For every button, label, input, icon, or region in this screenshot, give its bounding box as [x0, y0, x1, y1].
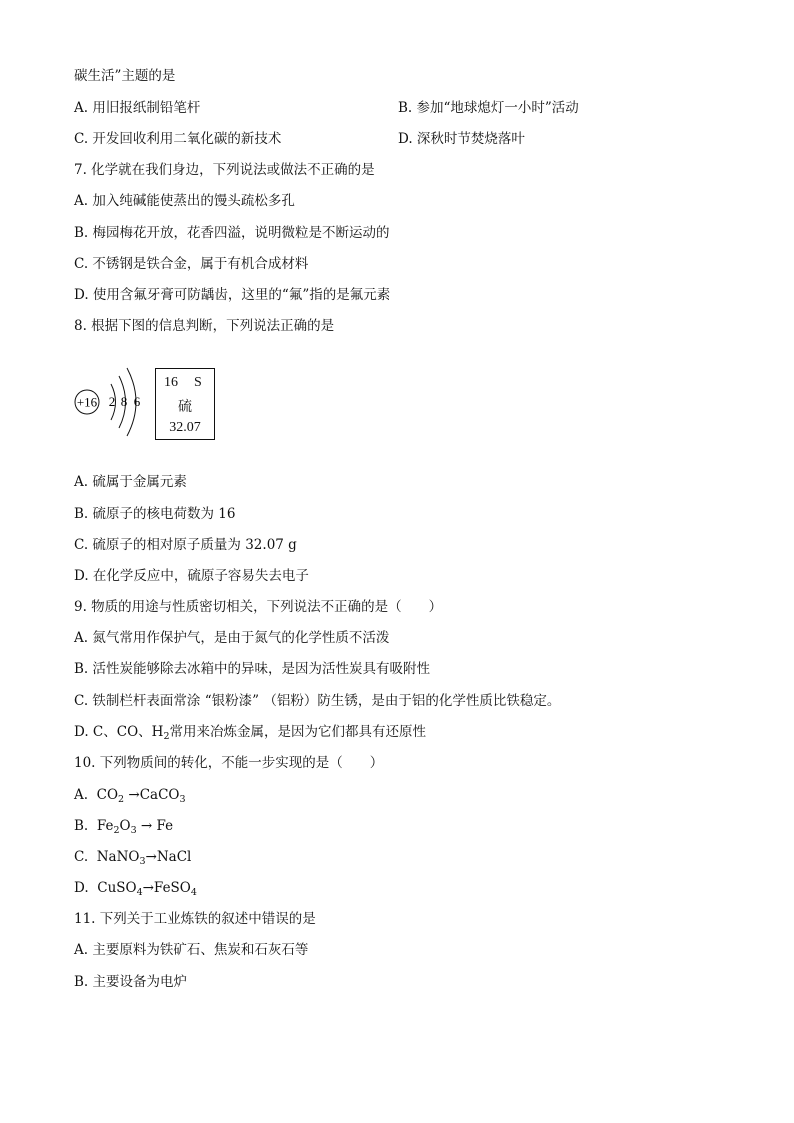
q8-option-d: D. 在化学反应中，硫原子容易失去电子 [74, 568, 309, 584]
q11-option-b: B. 主要设备为电炉 [74, 974, 188, 990]
formula-part: NaNO [96, 849, 140, 865]
shell-electrons-3: 6 [133, 394, 141, 409]
option-label: D. [74, 880, 89, 896]
shell-electrons-1: 2 [108, 394, 116, 409]
nucleus-charge: +16 [76, 394, 98, 410]
q8-option-c: C. 硫原子的相对原子质量为 32.07 g [74, 537, 297, 553]
q9-option-a: A. 氮气常用作保护气，是由于氮气的化学性质不活泼 [74, 630, 390, 646]
q10-option-c [74, 848, 191, 871]
q7-option-d: D. 使用含氟牙膏可防龋齿，这里的“氟”指的是氟元素 [74, 287, 391, 303]
q6-option-d: D. 深秋时节焚烧落叶 [398, 131, 525, 147]
q8-option-b: B. 硫原子的核电荷数为 16 [74, 506, 236, 522]
q10-option-d [74, 879, 197, 902]
q10-option-b [74, 817, 173, 840]
formula-sub: 3 [130, 825, 137, 836]
q11-option-a: A. 主要原料为铁矿石、焦炭和石灰石等 [74, 942, 309, 958]
formula-sub: 4 [136, 887, 143, 898]
formula-sub: 3 [139, 856, 146, 867]
q9-option-d [74, 723, 426, 746]
periodic-table-tile-sulfur [155, 368, 215, 440]
q7-option-b: B. 梅园梅花开放，花香四溢，说明微粒是不断运动的 [74, 225, 390, 241]
formula-part: →NaCl [145, 849, 192, 865]
formula-sub: 2 [113, 825, 120, 836]
q7-option-c: C. 不锈钢是铁合金，属于有机合成材料 [74, 256, 309, 272]
q6-stem-tail: 碳生活”主题的是 [74, 68, 176, 84]
q7-option-a: A. 加入纯碱能使蒸出的馒头疏松多孔 [74, 193, 295, 209]
formula-sub: 4 [190, 887, 197, 898]
formula-part: O [119, 818, 131, 834]
q9-option-d-sub: 2 [163, 731, 170, 742]
formula-part: CO [96, 787, 119, 803]
q6-option-a: A. 用旧报纸制铅笔杆 [74, 100, 201, 116]
atomic-mass: 32.07 [169, 420, 201, 435]
formula-sub: 2 [118, 794, 125, 805]
formula-part: CuSO [97, 880, 137, 896]
q10-option-a [74, 786, 186, 809]
q9-option-d-post: 常用来冶炼金属，是因为它们都具有还原性 [169, 724, 426, 740]
element-symbol: S [194, 375, 202, 390]
element-name: 硫 [178, 400, 192, 415]
q8-option-a: A. 硫属于金属元素 [74, 474, 187, 490]
q9-option-b: B. 活性炭能够除去冰箱中的异味，是因为活性炭具有吸附性 [74, 661, 431, 677]
q11-stem: 11. 下列关于工业炼铁的叙述中错误的是 [74, 911, 316, 927]
formula-part: →CaCO [124, 787, 180, 803]
atom-shells-svg [68, 360, 158, 446]
q6-option-b: B. 参加“地球熄灯一小时”活动 [398, 100, 579, 116]
q10-stem: 10. 下列物质间的转化，不能一步实现的是（ ） [74, 755, 384, 771]
formula-part: Fe [96, 818, 114, 834]
sulfur-atom-structure-diagram [68, 360, 158, 446]
formula-part: → Fe [136, 818, 174, 834]
q9-option-d-pre: D. C、CO、H [74, 724, 164, 740]
option-label: A. [74, 787, 89, 803]
option-label: C. [74, 849, 89, 865]
q9-option-c: C. 铁制栏杆表面常涂 “银粉漆” （铝粉）防生锈，是由于铝的化学性质比铁稳定。 [74, 693, 561, 709]
shell-electrons-2: 8 [120, 394, 128, 409]
q6-option-c: C. 开发回收利用二氧化碳的新技术 [74, 131, 282, 147]
option-label: B. [74, 818, 89, 834]
q7-stem: 7. 化学就在我们身边，下列说法或做法不正确的是 [74, 162, 375, 178]
q9-stem: 9. 物质的用途与性质密切相关，下列说法不正确的是（ ） [74, 599, 443, 615]
formula-sub: 3 [179, 794, 186, 805]
atomic-number: 16 [164, 375, 178, 390]
q8-stem: 8. 根据下图的信息判断，下列说法正确的是 [74, 318, 335, 334]
formula-part: →FeSO [142, 880, 191, 896]
